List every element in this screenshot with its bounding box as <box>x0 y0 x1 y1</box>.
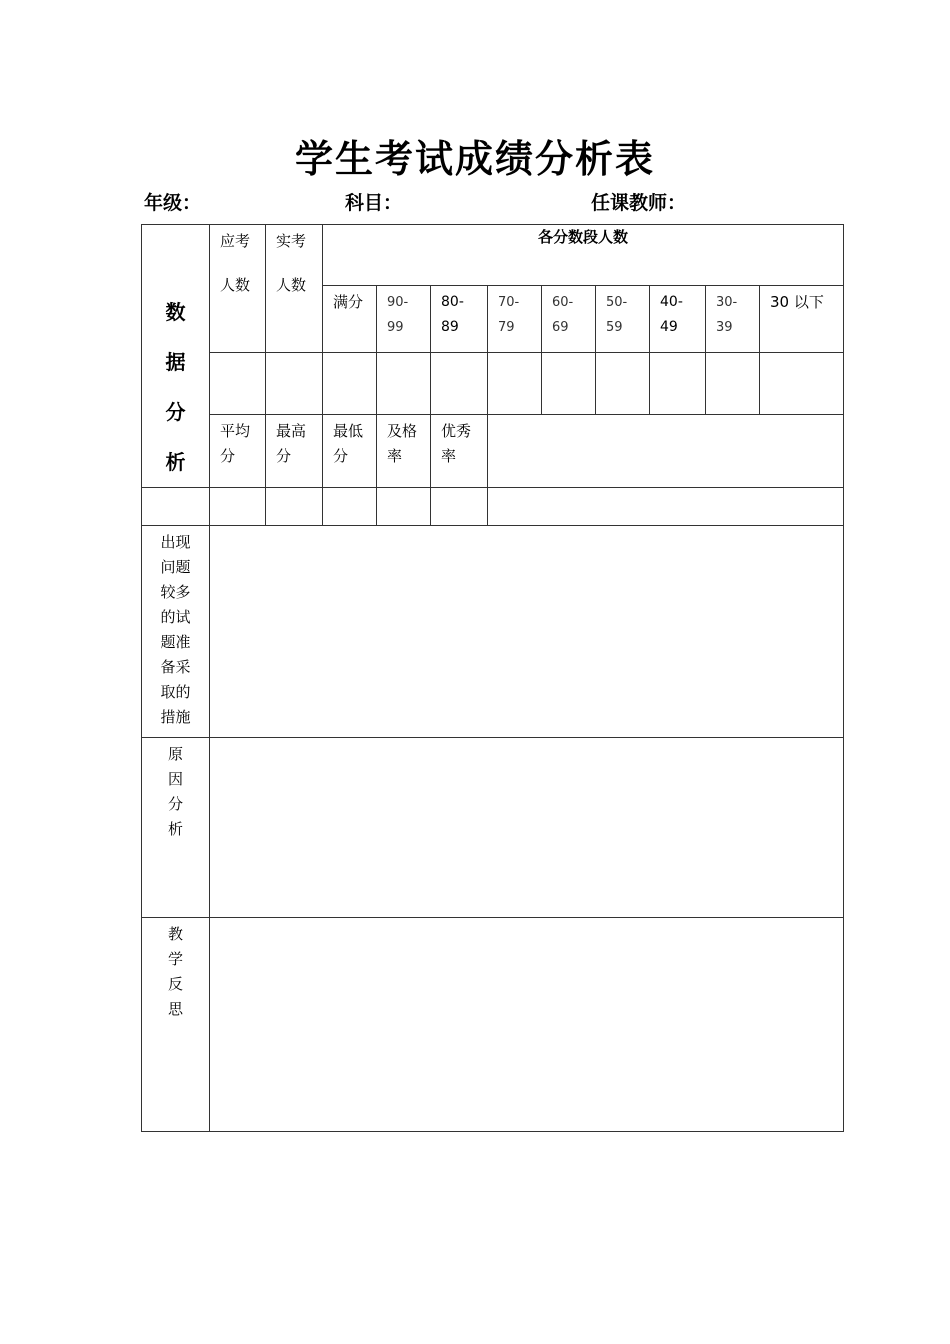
reflection-label-cell: 教 学 反 思 <box>142 918 210 1132</box>
actual-count-header <box>266 225 323 353</box>
data-analysis-char: 据 <box>165 350 186 374</box>
count-cell[interactable] <box>760 353 844 414</box>
segment-header: 30 以下 <box>760 286 844 353</box>
header-text: 应考 <box>220 232 251 250</box>
expected-count-header <box>210 225 266 353</box>
data-analysis-label-cell <box>142 225 210 488</box>
count-cell[interactable] <box>431 353 488 414</box>
reflection-content-cell[interactable] <box>210 918 844 1132</box>
stat-header: 最低 分 <box>323 414 377 487</box>
stat-value-cell[interactable] <box>210 488 266 526</box>
count-cell[interactable] <box>266 353 323 414</box>
count-cell[interactable] <box>488 353 542 414</box>
stat-value-cell[interactable] <box>323 488 377 526</box>
header-text: 人数 <box>220 276 251 294</box>
segment-header: 70- 79 <box>488 286 542 353</box>
stat-value-cell[interactable] <box>377 488 431 526</box>
segment-header: 40- 49 <box>650 286 706 353</box>
data-analysis-char: 析 <box>165 450 186 474</box>
segment-header: 30-39 <box>706 286 760 353</box>
count-cell[interactable] <box>542 353 596 414</box>
stat-header: 最高 分 <box>266 414 323 487</box>
segment-header: 90-99 <box>377 286 431 353</box>
problems-label-cell: 出现 问题 较多 的试 题准 备采 取的 措施 <box>142 526 210 738</box>
segment-header: 60-69 <box>542 286 596 353</box>
data-analysis-char: 分 <box>165 400 186 424</box>
stat-value-cell[interactable] <box>266 488 323 526</box>
segments-title: 各分数段人数 <box>323 225 844 286</box>
page-title: 学生考试成绩分析表 <box>294 136 655 181</box>
count-cell[interactable] <box>210 353 266 414</box>
header-text: 人数 <box>276 276 307 294</box>
stat-header: 及格 率 <box>377 414 431 487</box>
reasons-label-cell: 原 因 分 析 <box>142 738 210 918</box>
stat-header: 优秀 率 <box>431 414 488 487</box>
grade-label: 年级： <box>144 192 202 214</box>
segment-header: 满分 <box>323 286 377 353</box>
stat-value-cell[interactable] <box>431 488 488 526</box>
data-analysis-char: 数 <box>165 300 186 324</box>
teacher-label: 任课教师： <box>591 192 687 214</box>
header-text: 实考 <box>276 232 307 250</box>
subject-label: 科目： <box>345 192 403 214</box>
count-cell[interactable] <box>650 353 706 414</box>
segment-header: 80-89 <box>431 286 488 353</box>
count-cell[interactable] <box>377 353 431 414</box>
stat-blank <box>488 414 844 487</box>
reasons-content-cell[interactable] <box>210 738 844 918</box>
count-cell[interactable] <box>596 353 650 414</box>
score-analysis-table <box>141 224 844 1132</box>
problems-content-cell[interactable] <box>210 526 844 738</box>
segment-header: 50-59 <box>596 286 650 353</box>
data-analysis-continuation <box>142 488 210 526</box>
count-cell[interactable] <box>323 353 377 414</box>
count-cell[interactable] <box>706 353 760 414</box>
stat-header: 平均 分 <box>210 414 266 487</box>
stat-blank <box>488 488 844 526</box>
